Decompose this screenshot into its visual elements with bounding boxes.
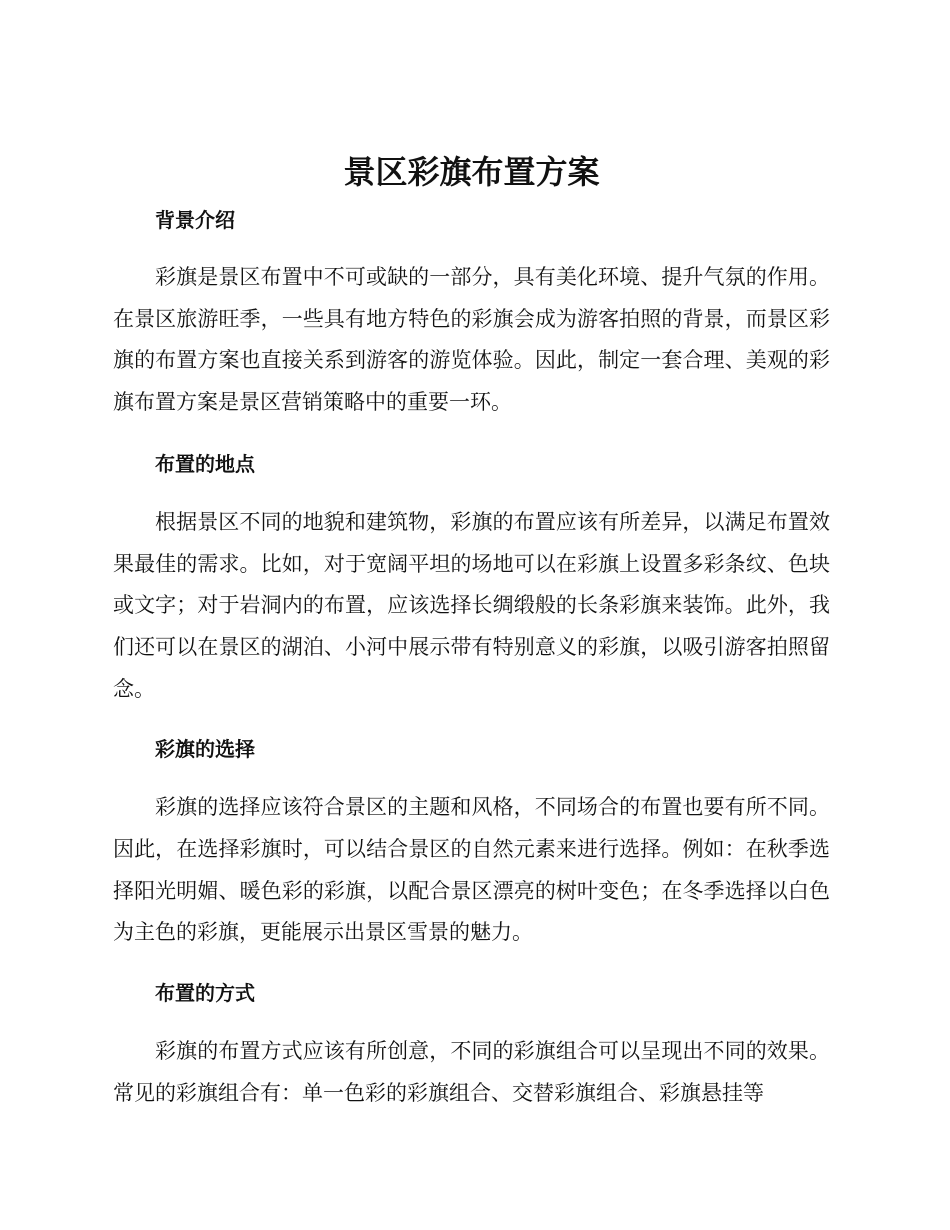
section-heading-background: 背景介绍 [155,208,235,232]
section-heading-flag-selection: 彩旗的选择 [155,737,255,762]
section-paragraph-background: 彩旗是景区布置中不可或缺的一部分，具有美化环境、提升气氛的作用。在景区旅游旺季，一些具有地方特色的彩旗会成为游客拍照的背景，而景区彩旗的布置方案也直接关系到游客的游览体验。因此，制定一套合理、美观的彩旗布置方案是景区营销策略中的重要一环。 [113,265,830,415]
section-paragraph-location: 根据景区不同的地貌和建筑物，彩旗的布置应该有所差异，以满足布置效果最佳的需求。比如，对于宽阔平坦的场地可以在彩旗上设置多彩条纹、色块或文字；对于岩洞内的布置，应该选择长绸缎般的长条彩旗来装饰。此外，我们还可以在景区的湖泊、小河中展示带有特别意义的彩旗，以吸引游客拍照留念。 [113,509,830,701]
section-paragraph-flag-selection: 彩旗的选择应该符合景区的主题和风格，不同场合的布置也要有所不同。因此，在选择彩旗时，可以结合景区的自然元素来进行选择。例如：在秋季选择阳光明媚、暖色彩的彩旗，以配合景区漂亮的树叶变色；在冬季选择以白色为主色的彩旗，更能展示出景区雪景的魅力。 [113,795,830,945]
section-paragraph-arrangement-method: 彩旗的布置方式应该有所创意，不同的彩旗组合可以呈现出不同的效果。常见的彩旗组合有：单一色彩的彩旗组合、交替彩旗组合、彩旗悬挂等 [113,1039,830,1105]
section-heading-location: 布置的地点 [155,451,255,476]
document-page [113,150,830,1115]
document-title: 景区彩旗布置方案 [343,153,600,191]
section-heading-arrangement-method: 布置的方式 [155,981,255,1006]
